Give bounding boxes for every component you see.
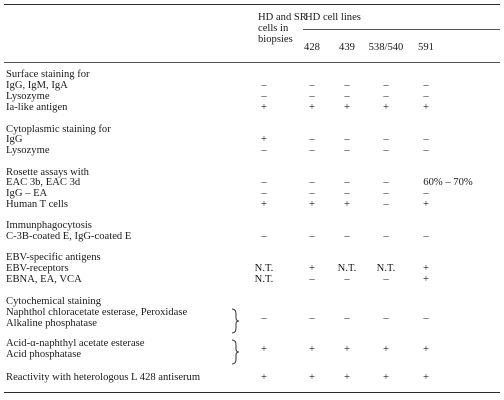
- table-cell: +: [261, 199, 267, 210]
- table-cell: –: [309, 231, 315, 242]
- brace-group-cell: +: [309, 344, 315, 355]
- brace-group-cell: +: [344, 344, 350, 355]
- row-label: Lysozyme: [6, 91, 50, 102]
- table-cell: –: [423, 80, 429, 91]
- table-cell: N.T.: [337, 263, 357, 274]
- table-cell: +: [261, 372, 267, 383]
- row-label: C-3B-coated E, IgG-coated E: [6, 231, 132, 242]
- col-header-591: 591: [418, 42, 434, 53]
- table-cell: N.T.: [376, 263, 396, 274]
- row-label: IgG – EA: [6, 188, 48, 199]
- row-label: Cytoplasmic staining for: [6, 124, 111, 135]
- table-cell: –: [261, 177, 267, 188]
- table-cell: –: [344, 274, 350, 285]
- table-cell: –: [309, 188, 315, 199]
- table-cell: –: [261, 231, 267, 242]
- brace-group-cell: +: [261, 344, 267, 355]
- table-cell: –: [423, 134, 429, 145]
- table-cell: –: [261, 91, 267, 102]
- table-cell: –: [383, 177, 389, 188]
- brace-group-cell: –: [344, 313, 350, 324]
- brace-left-group-2: [230, 339, 240, 365]
- table-cell: –: [383, 91, 389, 102]
- table-cell: –: [344, 145, 350, 156]
- col-header-biopsies-l3: biopsies: [258, 34, 293, 45]
- table-cell: –: [261, 145, 267, 156]
- col-group-title: HD cell lines: [305, 12, 361, 23]
- table-cell: –: [383, 231, 389, 242]
- table-top-rule: [4, 4, 500, 5]
- table-cell: +: [423, 199, 429, 210]
- brace-left-group-1: [230, 308, 240, 334]
- row-label: Surface staining for: [6, 69, 90, 80]
- row-label: Acid phosphatase: [6, 349, 82, 360]
- table-cell: –: [344, 134, 350, 145]
- table-cell: +: [423, 372, 429, 383]
- brace-group-cell: –: [423, 313, 429, 324]
- table-cell: –: [383, 134, 389, 145]
- brace-group-cell: –: [383, 313, 389, 324]
- row-label: Alkaline phosphatase: [6, 318, 97, 329]
- table-cell: N.T.: [254, 263, 274, 274]
- cell-lines-underline: [303, 29, 500, 30]
- row-label: EBV-specific antigens: [6, 252, 101, 263]
- row-label: Ia-like antigen: [6, 102, 68, 113]
- table-cell: +: [423, 274, 429, 285]
- table-cell: –: [261, 188, 267, 199]
- table-bottom-rule: [4, 392, 500, 393]
- table-cell: –: [344, 80, 350, 91]
- table-cell: +: [344, 199, 350, 210]
- col-header-439: 439: [339, 42, 355, 53]
- table-cell: –: [344, 91, 350, 102]
- row-label: Lysozyme: [6, 145, 50, 156]
- brace-group-cell: +: [383, 344, 389, 355]
- table-cell: 60% – 70%: [423, 177, 473, 188]
- table-cell: –: [383, 145, 389, 156]
- table-cell: –: [261, 80, 267, 91]
- row-label: Immunphagocytosis: [6, 220, 92, 231]
- table-cell: –: [309, 274, 315, 285]
- col-header-428: 428: [304, 42, 320, 53]
- row-label: EBV-receptors: [6, 263, 69, 274]
- row-label: Naphthol chloracetate esterase, Peroxidase: [6, 307, 188, 318]
- table-cell: +: [344, 102, 350, 113]
- row-label: EBNA, EA, VCA: [6, 274, 82, 285]
- table-cell: +: [261, 102, 267, 113]
- table-cell: –: [383, 274, 389, 285]
- table-cell: +: [344, 372, 350, 383]
- col-header-biopsies-l2: cells in: [258, 23, 289, 34]
- col-header-538-540: 538/540: [368, 42, 404, 53]
- row-label: IgG: [6, 134, 23, 145]
- header-bottom-rule: [4, 62, 500, 63]
- table-cell: –: [423, 188, 429, 199]
- brace-group-cell: –: [261, 313, 267, 324]
- table-cell: –: [423, 231, 429, 242]
- table-cell: +: [309, 372, 315, 383]
- table-cell: –: [344, 177, 350, 188]
- row-label: Human T cells: [6, 199, 68, 210]
- table-cell: +: [383, 102, 389, 113]
- table-cell: +: [309, 263, 315, 274]
- table-cell: –: [383, 80, 389, 91]
- table-cell: –: [344, 231, 350, 242]
- table-cell: –: [423, 145, 429, 156]
- table-cell: –: [383, 199, 389, 210]
- table-cell: +: [309, 102, 315, 113]
- row-label: Cytochemical staining: [6, 296, 102, 307]
- table-cell: –: [383, 188, 389, 199]
- table-cell: –: [309, 177, 315, 188]
- col-header-biopsies-l1: HD and SR: [258, 12, 307, 23]
- row-label: IgG, IgM, IgA: [6, 80, 68, 91]
- table-cell: +: [309, 199, 315, 210]
- table-cell: +: [423, 263, 429, 274]
- table-cell: –: [309, 134, 315, 145]
- table-cell: –: [309, 80, 315, 91]
- table-cell: N.T.: [254, 274, 274, 285]
- brace-group-cell: –: [309, 313, 315, 324]
- table-cell: +: [423, 102, 429, 113]
- table-cell: –: [344, 188, 350, 199]
- table-cell: –: [309, 145, 315, 156]
- brace-group-cell: +: [423, 344, 429, 355]
- row-label: Acid-α-naphthyl acetate esterase: [6, 338, 145, 349]
- table-cell: +: [261, 134, 267, 145]
- table-cell: –: [423, 91, 429, 102]
- table-cell: –: [309, 91, 315, 102]
- row-label: EAC 3b, EAC 3d: [6, 177, 81, 188]
- row-label: Reactivity with heterologous L 428 antiserum: [6, 372, 201, 383]
- row-label: Rosette assays with: [6, 167, 89, 178]
- table-cell: +: [383, 372, 389, 383]
